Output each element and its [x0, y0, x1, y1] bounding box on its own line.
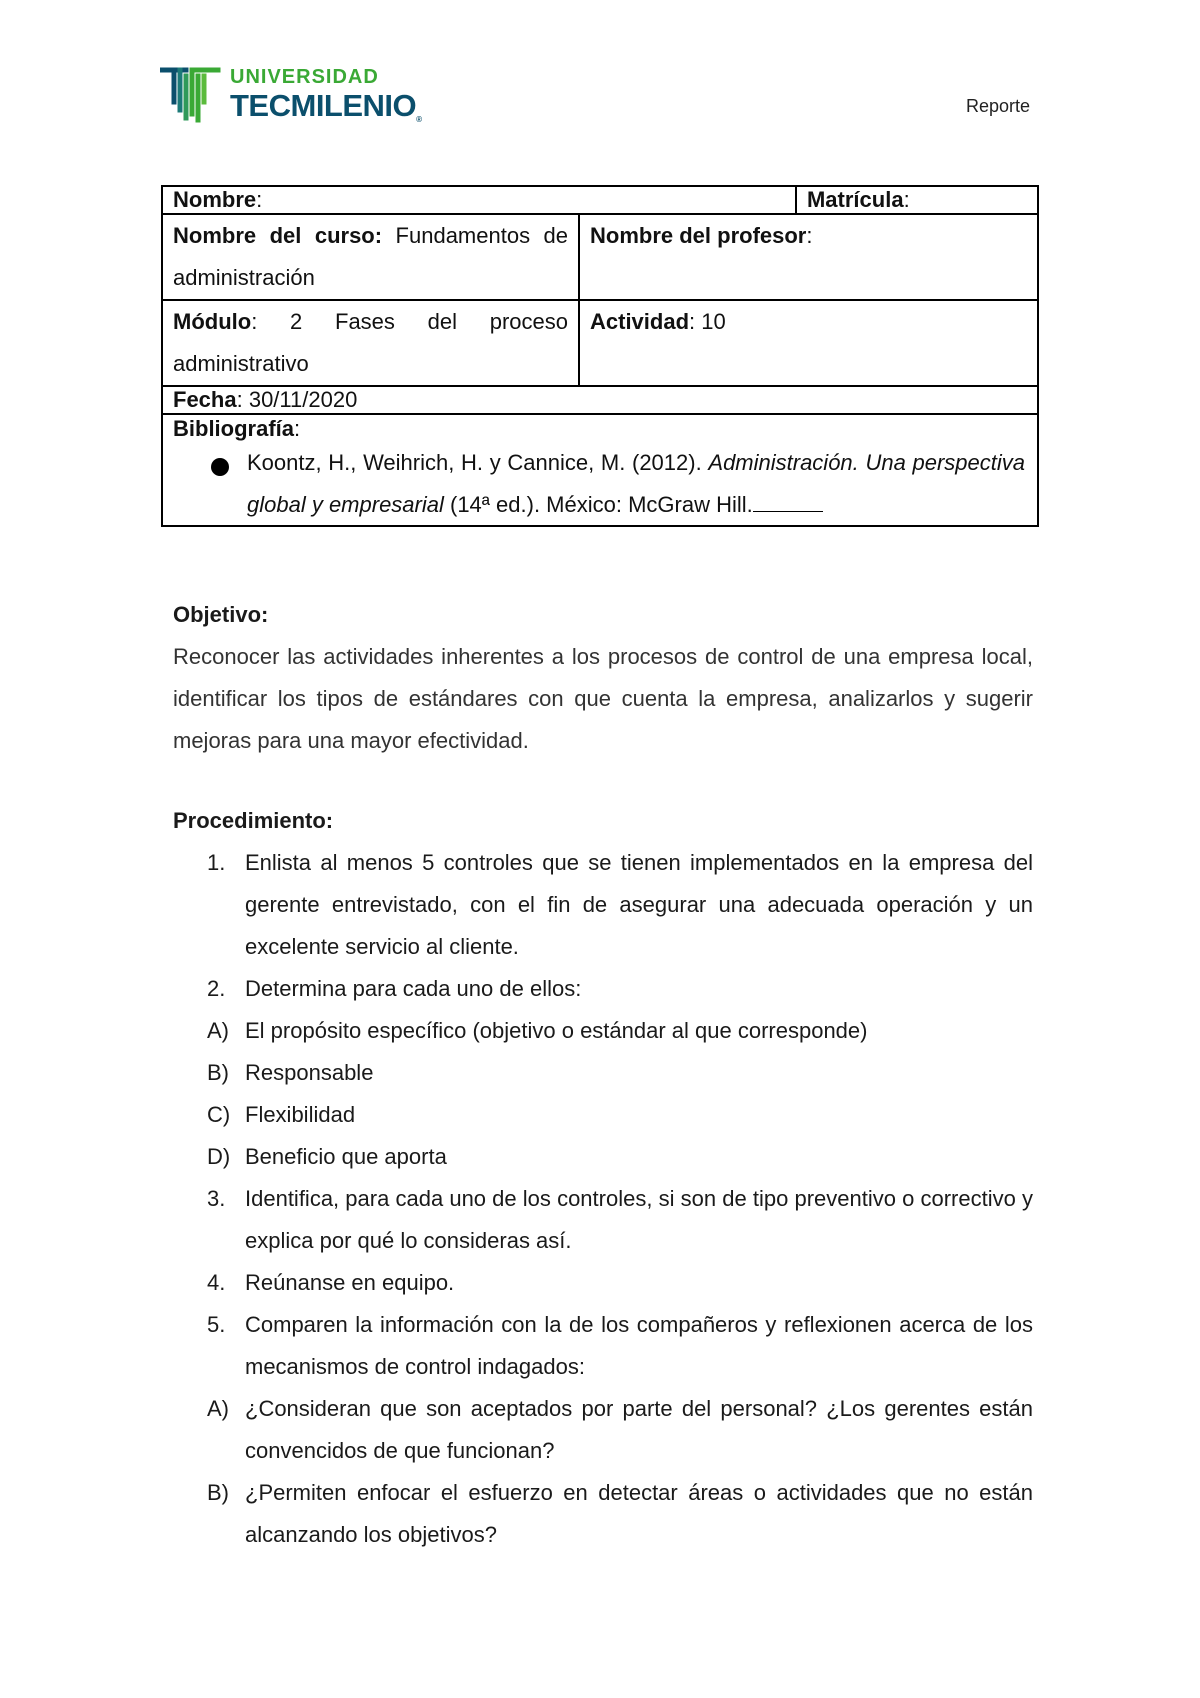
list-item — [173, 1136, 1033, 1178]
list-marker: B) — [207, 1060, 229, 1085]
nombre-cell: Nombre: — [162, 186, 796, 214]
list-marker: 2. — [207, 976, 226, 1001]
list-item — [173, 1010, 1033, 1052]
logo-line2: TECMILENIO® — [230, 88, 422, 124]
list-marker: D) — [207, 1144, 231, 1169]
list-item — [173, 1262, 1033, 1304]
list-marker: A) — [207, 1396, 229, 1421]
list-text: Comparen la información con la de los compañeros y reflexionen acerca de los mecanismos de control indagados: — [245, 1312, 1033, 1379]
student-info-table — [161, 185, 1039, 527]
list-item — [173, 968, 1033, 1010]
curso-value: Fundamentos de administración — [173, 223, 569, 290]
biblio-authors: Koontz, H., Weihrich, H. y Cannice, M. (2012). — [247, 450, 702, 475]
list-text: ¿Consideran que son aceptados por parte del personal? ¿Los gerentes están convencidos de que funcionan? — [245, 1396, 1033, 1463]
list-text: Reúnanse en equipo. — [245, 1270, 455, 1295]
actividad-cell: Actividad: 10 — [579, 300, 1038, 386]
modulo-value: 2 Fases del proceso administrativo — [173, 309, 568, 376]
list-text: ¿Permiten enfocar el esfuerzo en detectar áreas o actividades que no están alcanzando los objetivos? — [245, 1480, 1033, 1547]
procedimiento-section — [173, 800, 1033, 1556]
curso-label: Nombre del curso: — [173, 223, 383, 248]
list-marker: 1. — [207, 850, 226, 875]
list-text: Flexibilidad — [245, 1102, 356, 1127]
list-item — [173, 1472, 1033, 1556]
fecha-value: 30/11/2020 — [248, 387, 358, 412]
logo-line1: UNIVERSIDAD — [230, 66, 379, 88]
procedimiento-title: Procedimiento: — [173, 808, 334, 833]
logo-mark-icon — [160, 62, 222, 124]
list-marker: 5. — [207, 1312, 226, 1337]
objetivo-text: Reconocer las actividades inherentes a los procesos de control de una empresa local, identificar los tipos de estándares con que cuenta la empresa, analizarlos y sugerir mejoras para una mayor efectividad. — [173, 644, 1033, 753]
modulo-label: Módulo — [173, 309, 252, 334]
list-item — [173, 842, 1033, 968]
modulo-cell: Módulo: 2 Fases del proceso administrativo — [162, 300, 579, 386]
list-marker: C) — [207, 1102, 231, 1127]
biblio-title: Administración. Una perspectiva global y empresarial — [247, 450, 1025, 517]
bibliografia-cell: Bibliografía: Koontz, H., Weihrich, H. y Cannice, M. (2012). Administración. Una perspectiva global y empresarial (14ª ed.). México: McGraw Hill. — [162, 414, 1038, 526]
bibliografia-label: Bibliografía — [173, 416, 295, 441]
profesor-label: Nombre del profesor — [590, 223, 807, 248]
objetivo-section — [173, 594, 1033, 762]
fecha-cell: Fecha: 30/11/2020 — [162, 386, 1038, 414]
list-text: Identifica, para cada uno de los controles, si son de tipo preventivo o correctivo y explica por qué lo consideras así. — [245, 1186, 1033, 1253]
fecha-label: Fecha — [173, 387, 237, 412]
list-text: Beneficio que aporta — [245, 1144, 447, 1169]
matricula-cell: Matrícula: — [796, 186, 1038, 214]
list-item — [173, 1052, 1033, 1094]
list-text: Enlista al menos 5 controles que se tienen implementados en la empresa del gerente entrevistado, con el fin de asegurar una adecuada operación y un excelente servicio al cliente. — [245, 850, 1033, 959]
biblio-rest: (14ª ed.). México: McGraw Hill. — [450, 492, 753, 517]
actividad-label: Actividad — [590, 309, 690, 334]
bibliography-entry — [173, 443, 1027, 525]
list-text: El propósito específico (objetivo o estándar al que corresponde) — [245, 1018, 868, 1043]
matricula-label: Matrícula — [806, 187, 904, 212]
list-item — [173, 1094, 1033, 1136]
list-item — [173, 1178, 1033, 1262]
list-item — [173, 1304, 1033, 1388]
profesor-cell: Nombre del profesor: — [579, 214, 1038, 300]
university-logo — [160, 62, 460, 124]
nombre-label: Nombre — [173, 187, 257, 212]
underline-fill — [753, 483, 823, 512]
curso-cell — [162, 214, 579, 300]
list-marker: B) — [207, 1480, 229, 1505]
report-label: Reporte — [966, 96, 1031, 116]
procedimiento-list — [173, 842, 1033, 1556]
list-item — [173, 1388, 1033, 1472]
list-text: Determina para cada uno de ellos: — [245, 976, 582, 1001]
list-marker: A) — [207, 1018, 229, 1043]
list-text: Responsable — [245, 1060, 374, 1085]
bullet-icon — [211, 458, 229, 476]
list-marker: 3. — [207, 1186, 226, 1211]
objetivo-title: Objetivo: — [173, 602, 269, 627]
actividad-value: 10 — [701, 309, 726, 334]
list-marker: 4. — [207, 1270, 226, 1295]
